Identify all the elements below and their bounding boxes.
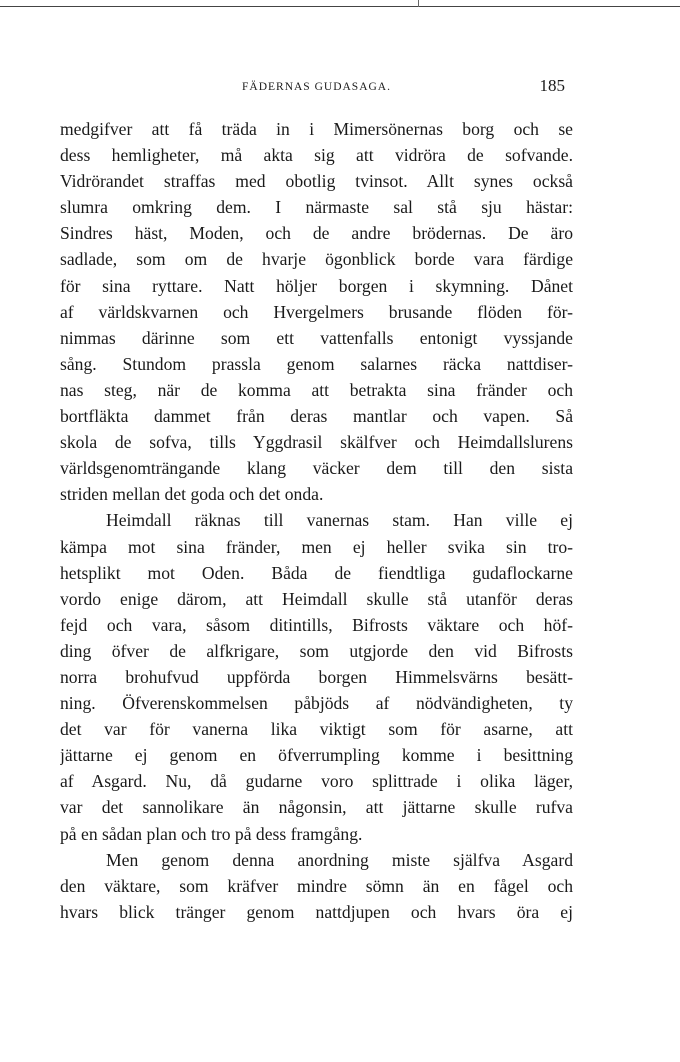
running-head: FÄDERNAS GUDASAGA.: [242, 81, 391, 93]
text-line: sadlade, som om de hvarje ögonblick borde vara färdige: [60, 249, 573, 270]
text-line: nimmas därinne som ett vattenfalls entonigt vyssjande: [60, 327, 573, 348]
text-line: var det sannolikare än någonsin, att jättarne skulle rufva: [60, 797, 573, 818]
text-line: hetsplikt mot Oden. Båda de fiendtliga gudaflockarne: [60, 562, 573, 583]
text-line: vordo enige därom, att Heimdall skulle stå utanför deras: [60, 588, 573, 609]
paragraph-end-line: striden mellan det goda och det onda.: [60, 484, 324, 505]
text-line: världsgenomträngande klang väcker dem till den sista: [60, 458, 573, 479]
text-line: Sindres häst, Moden, och de andre brödernas. De äro: [60, 223, 573, 244]
top-border-tick: [418, 0, 419, 7]
text-line: ding öfver de alfkrigare, som utgjorde den vid Bifrosts: [60, 640, 573, 661]
text-line: norra brohufvud uppförda borgen Himmelsvärns besätt-: [60, 666, 573, 687]
page-header: [60, 76, 573, 100]
text-line: af Asgard. Nu, då gudarne voro splittrade i olika läger,: [60, 771, 573, 792]
text-line: skola de sofva, tills Yggdrasil skälfver och Heimdallslurens: [60, 432, 573, 453]
text-line: hvars blick tränger genom nattdjupen och hvars öra ej: [60, 901, 573, 922]
body-text: [60, 116, 573, 925]
page-number: 185: [539, 76, 565, 95]
text-line: af världskvarnen och Hvergelmers brusande flöden för-: [60, 301, 573, 322]
text-line: jättarne ej genom en öfverrumpling komme i besittning: [60, 745, 573, 766]
text-line: nas steg, när de komma att betrakta sina fränder och: [60, 379, 573, 400]
text-line: för sina ryttare. Natt höljer borgen i skymning. Dånet: [60, 275, 573, 296]
text-line: ning. Öfverenskommelsen påbjöds af nödvändigheten, ty: [60, 693, 573, 714]
text-line: den väktare, som kräfver mindre sömn än en fågel och: [60, 875, 573, 896]
paragraph-start-line: Men genom denna anordning miste själfva Asgard: [106, 849, 573, 870]
text-line: Vidrörandet straffas med obotlig tvinsot. Allt synes också: [60, 171, 573, 192]
paragraph-start-line: Heimdall räknas till vanernas stam. Han ville ej: [106, 510, 573, 531]
top-border-rule: [0, 6, 680, 7]
text-line: det var för vanerna lika viktigt som för asarne, att: [60, 719, 573, 740]
text-line: sång. Stundom prassla genom salarnes räcka nattdiser-: [60, 353, 573, 374]
paragraph-end-line: på en sådan plan och tro på dess framgång.: [60, 823, 363, 844]
text-line: kämpa mot sina fränder, men ej heller svika sin tro-: [60, 536, 573, 557]
text-line: bortfläkta dammet från deras mantlar och vapen. Så: [60, 406, 573, 427]
text-line: slumra omkring dem. I närmaste sal stå sju hästar:: [60, 197, 573, 218]
text-line: dess hemligheter, må akta sig att vidröra de sofvande.: [60, 145, 573, 166]
text-line: fejd och vara, såsom ditintills, Bifrosts väktare och höf-: [60, 614, 573, 635]
text-line: medgifver att få träda in i Mimersönernas borg och se: [60, 119, 573, 139]
